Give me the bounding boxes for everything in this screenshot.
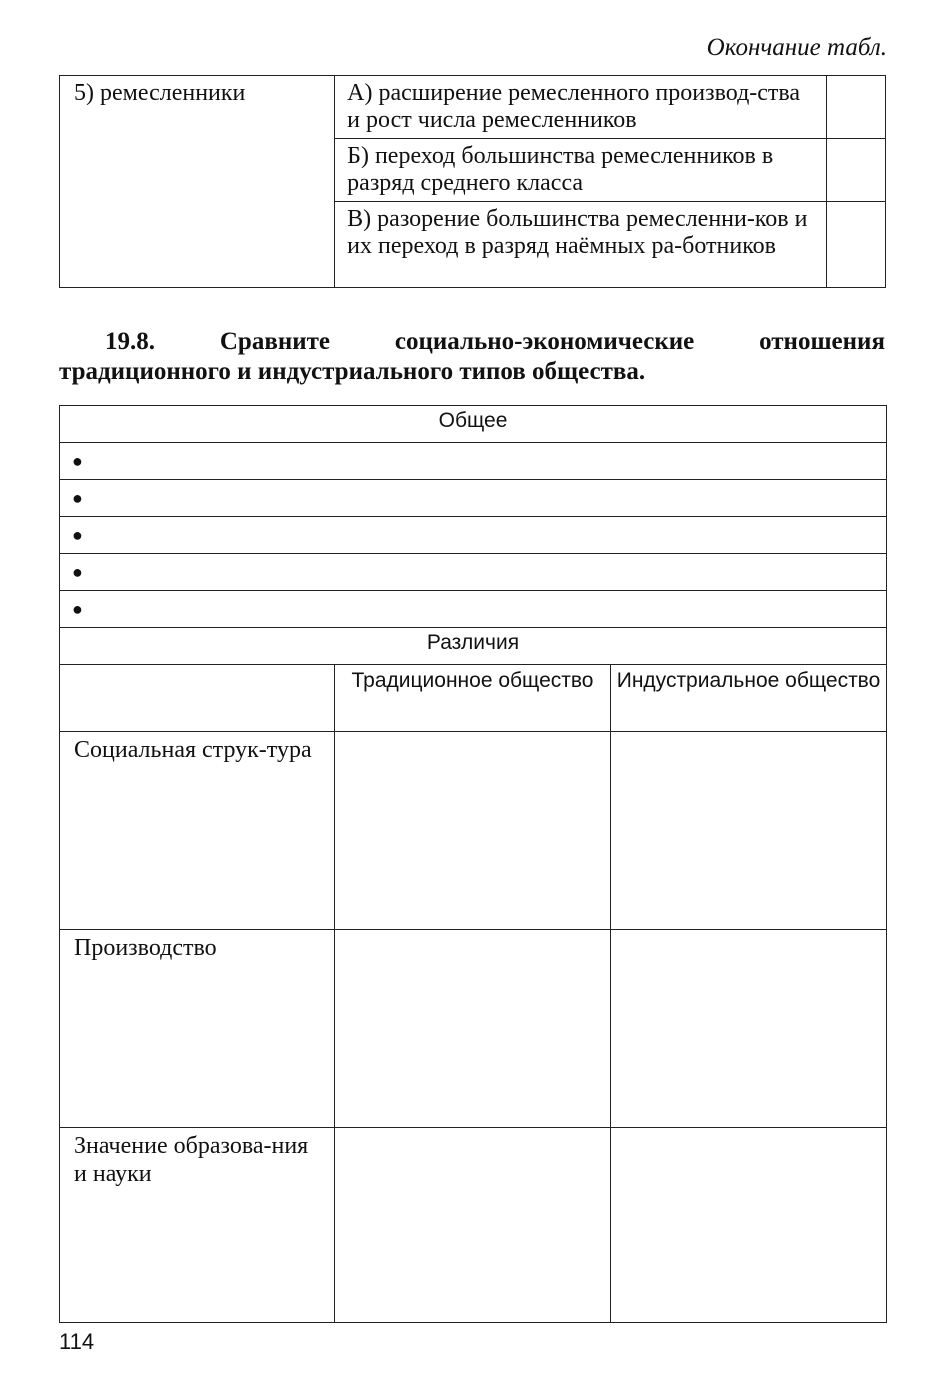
common-item-1[interactable] — [60, 443, 887, 480]
row-label-production: Производство — [60, 930, 335, 1128]
common-item-3[interactable] — [60, 517, 887, 554]
answer-cell-c[interactable] — [826, 202, 885, 288]
differences-header: Различия — [60, 628, 887, 665]
col-header-industrial: Индустриальное общество — [611, 665, 887, 732]
bullet-icon: ● — [72, 525, 83, 545]
option-a: А) расширение ремесленного производ-ства и рост числа ремесленников — [335, 76, 827, 139]
option-b: Б) переход большинства ремесленников в разряд среднего класса — [335, 139, 827, 202]
row-label-craftsmen: 5) ремесленники — [60, 76, 335, 288]
option-c: В) разорение большинства ремесленни-ков и их переход в разряд наёмных ра-ботников — [335, 202, 827, 288]
bullet-icon: ● — [72, 562, 83, 582]
answer-cell-traditional-education[interactable] — [335, 1128, 611, 1323]
col-header-traditional: Традиционное общество — [335, 665, 611, 732]
common-item-2[interactable] — [60, 480, 887, 517]
common-item-5[interactable] — [60, 591, 887, 628]
answer-cell-industrial-production[interactable] — [611, 930, 887, 1128]
matching-table-end — [59, 75, 886, 288]
common-header: Общее — [60, 406, 887, 443]
bullet-icon: ● — [72, 488, 83, 508]
common-item-4[interactable] — [60, 554, 887, 591]
answer-cell-industrial-social[interactable] — [611, 732, 887, 930]
answer-cell-traditional-production[interactable] — [335, 930, 611, 1128]
answer-cell-b[interactable] — [826, 139, 885, 202]
row-label-education-science: Значение образова-ния и науки — [60, 1128, 335, 1323]
answer-cell-industrial-education[interactable] — [611, 1128, 887, 1323]
bullet-icon: ● — [72, 599, 83, 619]
comparison-table — [59, 405, 887, 1323]
page-number: 114 — [59, 1329, 95, 1354]
answer-cell-a[interactable] — [826, 76, 885, 139]
task-19-8-heading: 19.8. Сравните социально-экономические отношения традиционного и индустриального типов общества. — [59, 328, 885, 385]
empty-corner-cell — [60, 665, 335, 732]
bullet-icon: ● — [72, 451, 83, 471]
continuation-note: Окончание табл. — [706, 34, 887, 61]
answer-cell-traditional-social[interactable] — [335, 732, 611, 930]
row-label-social-structure: Социальная струк-тура — [60, 732, 335, 930]
